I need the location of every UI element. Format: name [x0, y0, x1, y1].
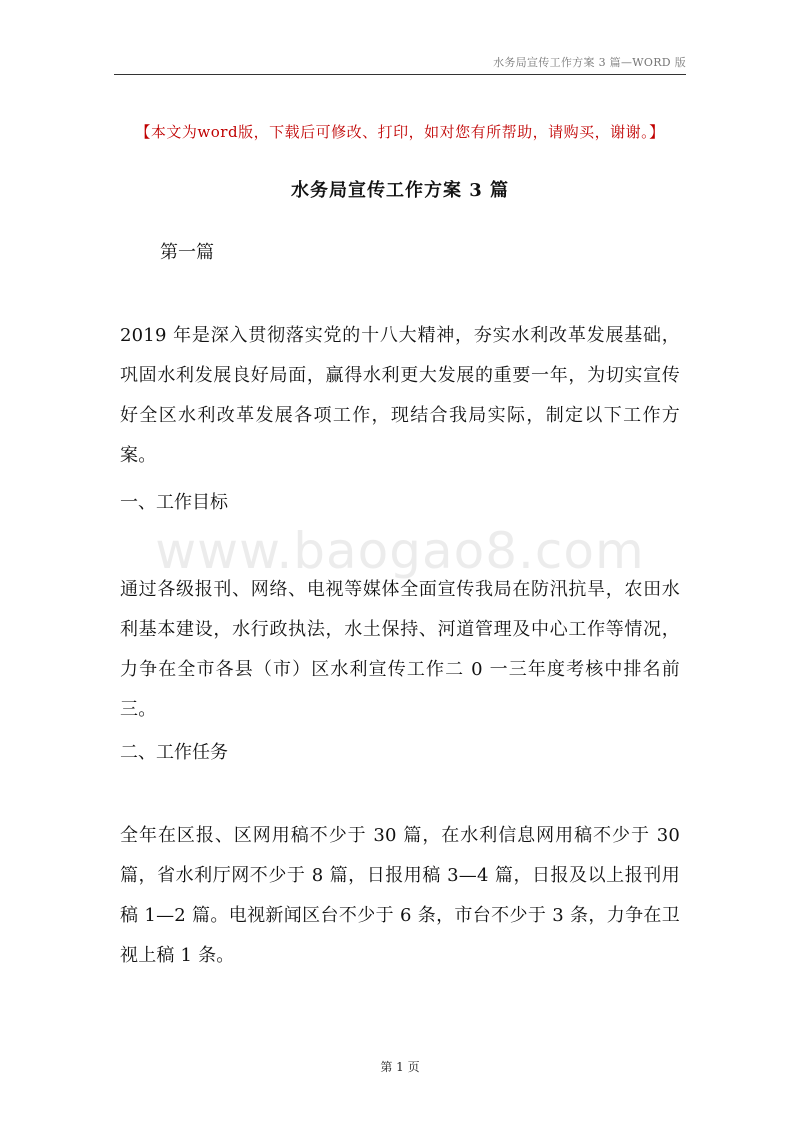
goal-paragraph: 通过各级报刊、网络、电视等媒体全面宣传我局在防汛抗旱，农田水利基本建设，水行政执法，水土保持、河道管理及中心工作等情况，力争在全市各县（市）区水利宣传工作二 0 一三年度考核中排名前三。: [120, 579, 680, 720]
page-number: 第 1 页: [380, 1060, 420, 1074]
download-notice: 【本文为word版，下载后可修改、打印，如对您有所帮助，请购买，谢谢。】: [135, 123, 665, 141]
header-divider: [114, 74, 686, 75]
document-title: 水务局宣传工作方案 3 篇: [290, 180, 510, 201]
page-header: 水务局宣传工作方案 3 篇—WORD 版: [493, 56, 686, 69]
task-paragraph: 全年在区报、区网用稿不少于 30 篇，在水利信息网用稿不少于 30 篇，省水利厅网不少于 8 篇，日报用稿 3—4 篇，日报及以上报刊用稿 1—2 篇。电视新闻区台不少于 6 条，市台不少于 3 条，力争在卫视上稿 1 条。: [120, 825, 680, 966]
intro-paragraph: 2019 年是深入贯彻落实党的十八大精神，夯实水利改革发展基础，巩固水利发展良好局面，赢得水利更大发展的重要一年，为切实宣传好全区水利改革发展各项工作，现结合我局实际，制定以下工作方案。: [120, 325, 680, 466]
section-label: 第一篇: [160, 242, 214, 263]
heading-work-goal: 一、工作目标: [120, 492, 228, 513]
watermark: www.baogao8.com: [155, 522, 645, 580]
heading-work-task: 二、工作任务: [120, 742, 228, 763]
